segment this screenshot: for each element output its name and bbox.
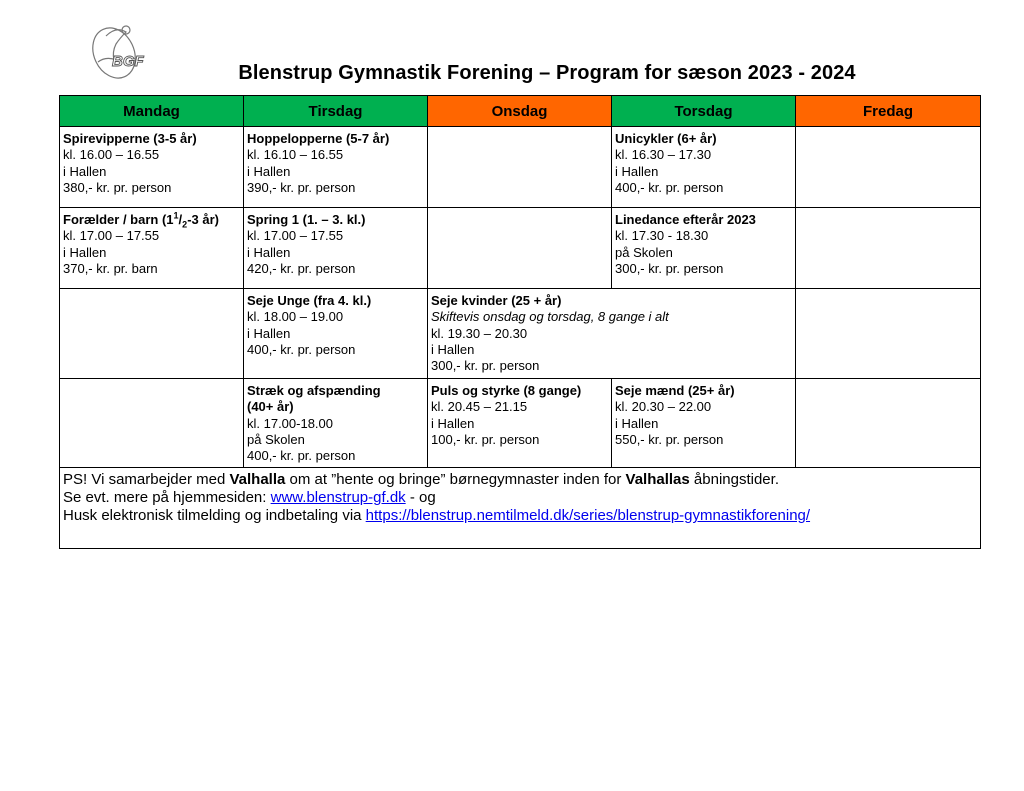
activity-place: på Skolen [247, 431, 305, 447]
activity-price: 400,- kr. pr. person [247, 448, 356, 464]
activity-price: 550,- kr. pr. person [615, 431, 724, 447]
page-title: Blenstrup Gymnastik Forening – Program for sæson 2023 - 2024 [238, 62, 856, 84]
schedule-row [60, 289, 981, 379]
activity-name: Spring 1 (1. – 3. kl.) [247, 212, 366, 227]
activity-name: Spirevipperne (3-5 år) [63, 131, 197, 146]
activity-cell [244, 379, 428, 468]
activity-note: Skiftevis onsdag og torsdag, 8 gange i alt [431, 309, 669, 325]
schedule-row [60, 127, 981, 208]
activity-name: Seje Unge (fra 4. kl.) [247, 293, 372, 308]
activity-price: 420,- kr. pr. person [247, 260, 356, 276]
day-header-row [60, 96, 981, 127]
activity-price: 400,- kr. pr. person [615, 179, 724, 195]
empty-cell [428, 127, 612, 208]
activity-place: i Hallen [615, 163, 659, 179]
activity-name: Stræk og afspænding [247, 383, 381, 398]
activity-time: kl. 20.30 – 22.00 [615, 399, 712, 415]
activity-price: 380,- kr. pr. person [63, 179, 172, 195]
activity-cell [60, 208, 244, 289]
activity-time: kl. 16.30 – 17.30 [615, 147, 712, 163]
activity-time: kl. 16.10 – 16.55 [247, 147, 344, 163]
activity-time: kl. 16.00 – 16.55 [63, 147, 160, 163]
activity-cell [428, 379, 612, 468]
activity-name: Puls og styrke (8 gange) [431, 383, 582, 398]
activity-name: Linedance efterår 2023 [615, 212, 756, 227]
activity-place: i Hallen [63, 244, 107, 260]
footer-website-line: Se evt. mere på hjemmesiden: www.blenstrup-gf.dk - og [63, 489, 436, 506]
activity-place: på Skolen [615, 244, 673, 260]
empty-cell [796, 127, 981, 208]
schedule-row [60, 379, 981, 468]
schedule-table [59, 95, 981, 549]
activity-place: i Hallen [247, 163, 291, 179]
activity-place: i Hallen [247, 244, 291, 260]
empty-cell [796, 208, 981, 289]
activity-cell [612, 127, 796, 208]
activity-place: i Hallen [615, 415, 659, 431]
activity-time: kl. 17.30 - 18.30 [615, 228, 709, 244]
activity-price: 390,- kr. pr. person [247, 179, 356, 195]
activity-name-line-2: (40+ år) [247, 399, 294, 415]
day-header-tirsdag: Tirsdag [244, 96, 428, 127]
day-header-mandag: Mandag [60, 96, 244, 127]
activity-cell [244, 208, 428, 289]
activity-time: kl. 18.00 – 19.00 [247, 309, 344, 325]
day-header-onsdag: Onsdag [428, 96, 612, 127]
footer-note-line: PS! Vi samarbejder med Valhalla om at ”hente og bringe” børnegymnaster inden for Valhallas åbningstider. [63, 471, 779, 488]
activity-cell [60, 127, 244, 208]
empty-cell [796, 379, 981, 468]
activity-name: Unicykler (6+ år) [615, 131, 717, 146]
footer-signup-line: Husk elektronisk tilmelding og indbetaling via https://blenstrup.nemtilmeld.dk/series/blenstrup-gymnastikforening/ [63, 507, 811, 524]
schedule-row [60, 208, 981, 289]
signup-link[interactable]: https://blenstrup.nemtilmeld.dk/series/blenstrup-gymnastikforening/ [365, 507, 811, 524]
activity-time: kl. 17.00 – 17.55 [63, 228, 160, 244]
activity-name: Seje mænd (25+ år) [615, 383, 735, 398]
activity-place: i Hallen [431, 415, 475, 431]
logo-lettering: BGF [112, 53, 144, 70]
activity-cell [244, 289, 428, 379]
day-header-fredag: Fredag [796, 96, 981, 127]
activity-cell [428, 289, 796, 379]
activity-price: 300,- kr. pr. person [431, 358, 540, 374]
activity-place: i Hallen [431, 341, 475, 357]
activity-time: kl. 20.45 – 21.15 [431, 399, 528, 415]
activity-name: Hoppelopperne (5-7 år) [247, 131, 390, 146]
activity-place: i Hallen [63, 163, 107, 179]
activity-price: 370,- kr. pr. barn [63, 260, 158, 276]
activity-price: 300,- kr. pr. person [615, 260, 724, 276]
activity-cell [244, 127, 428, 208]
empty-cell [60, 379, 244, 468]
empty-cell [60, 289, 244, 379]
activity-cell [612, 379, 796, 468]
activity-cell [612, 208, 796, 289]
empty-cell [796, 289, 981, 379]
website-link[interactable]: www.blenstrup-gf.dk [270, 489, 406, 506]
activity-price: 400,- kr. pr. person [247, 341, 356, 357]
activity-time: kl. 17.00 – 17.55 [247, 228, 344, 244]
activity-time: kl. 17.00-18.00 [247, 415, 334, 431]
activity-name: Forælder / barn ($1^1/_2-3$ år) [63, 210, 219, 230]
activity-place: i Hallen [247, 325, 291, 341]
footer-cell [60, 468, 981, 549]
day-header-torsdag: Torsdag [612, 96, 796, 127]
activity-price: 100,- kr. pr. person [431, 431, 540, 447]
activity-name: Seje kvinder (25 + år) [431, 293, 562, 308]
footer-row [60, 468, 981, 549]
activity-time: kl. 19.30 – 20.30 [431, 325, 528, 341]
empty-cell [428, 208, 612, 289]
